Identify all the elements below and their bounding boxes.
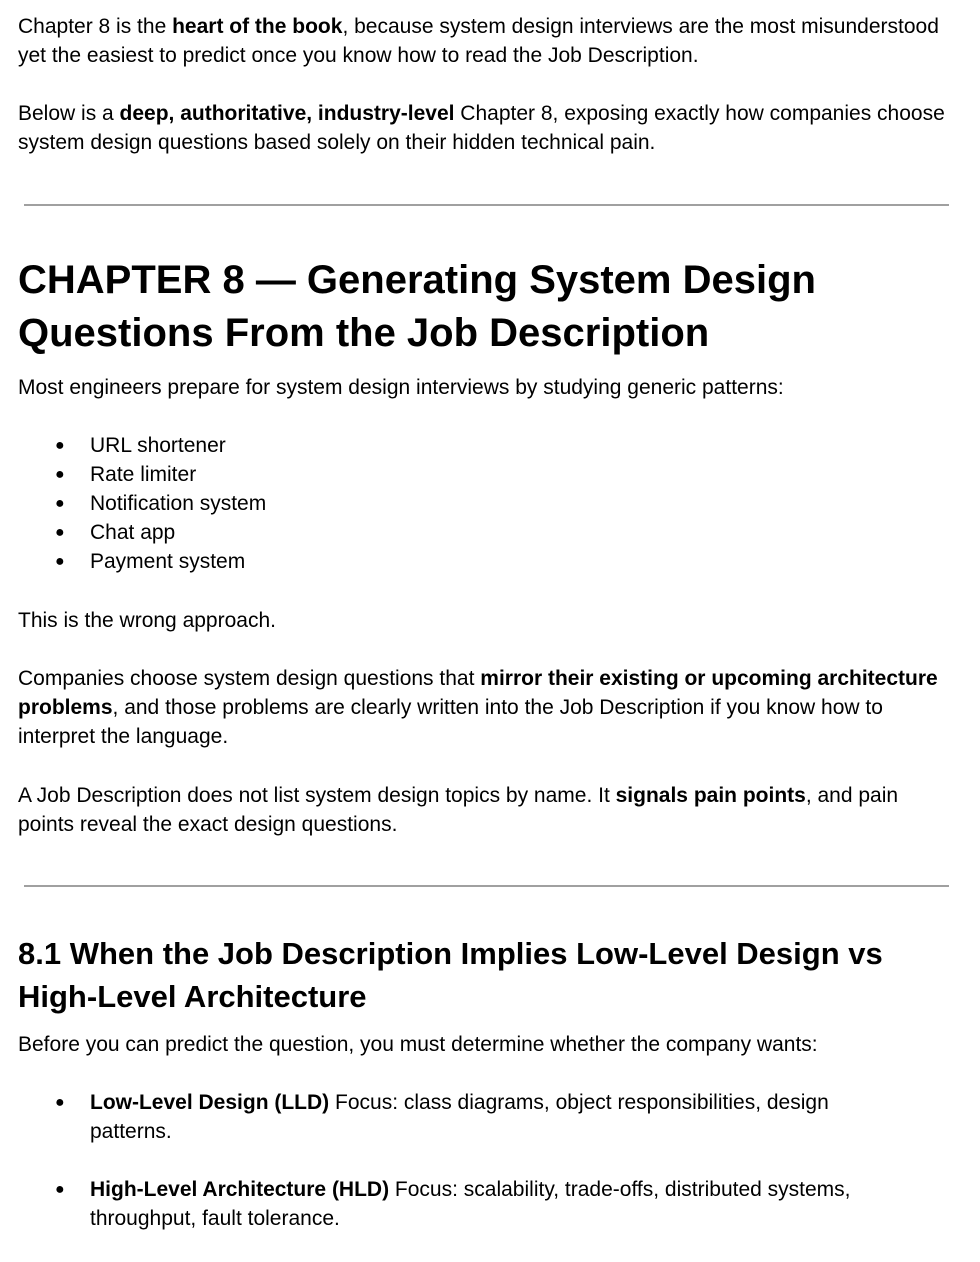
intro-paragraph-2 [18, 99, 958, 157]
bullet-icon: ● [55, 553, 65, 570]
list-item-lld [0, 1088, 910, 1146]
section-title-line-2: High-Level Architecture [18, 979, 367, 1014]
chapter-title [18, 254, 958, 360]
section-8-1-title [18, 932, 958, 1018]
bold-run: Low-Level Design (LLD) [90, 1091, 330, 1114]
list-item-text: URL shortener [90, 434, 226, 457]
bullet-icon: ● [55, 1181, 65, 1198]
design-types-list [0, 1088, 910, 1262]
companies-paragraph [18, 664, 958, 751]
section-title-line-1: 8.1 When the Job Description Implies Low-Level Design vs [18, 936, 883, 971]
bold-run: High-Level Architecture (HLD) [90, 1178, 390, 1201]
list-item-text: Notification system [90, 492, 267, 515]
bullet-icon: ● [55, 1094, 65, 1111]
text-run: Chapter 8 is the [18, 15, 173, 38]
text-run: , and pain points reveal the exact design questions. [18, 784, 899, 836]
list-item [0, 460, 910, 489]
generic-patterns-list [0, 431, 910, 576]
bold-run: mirror their existing or upcoming architecture problems [18, 667, 938, 719]
text-run: , because system design interviews are the most misunderstood yet the easiest to predict once you know how to read the Job Description. [18, 15, 939, 67]
chapter-lead-paragraph: Most engineers prepare for system design interviews by studying generic patterns: [18, 376, 784, 399]
bullet-icon: ● [55, 495, 65, 512]
bullet-icon: ● [55, 466, 65, 483]
chapter-title-line-1: CHAPTER 8 — Generating System Design [18, 258, 816, 302]
bold-run: signals pain points [615, 784, 806, 807]
horizontal-rule [24, 204, 949, 206]
text-run: Chapter 8, exposing exactly how companies choose system design questions based solely on their hidden technical pain. [18, 102, 945, 154]
list-item-text: Chat app [90, 521, 176, 544]
list-item [0, 518, 910, 547]
list-item [0, 547, 910, 576]
list-item [0, 489, 910, 518]
text-run: Below is a [18, 102, 120, 125]
wrong-approach-paragraph: This is the wrong approach. [18, 609, 276, 632]
list-item-text: Rate limiter [90, 463, 197, 486]
text-run: A Job Description does not list system design topics by name. It [18, 784, 616, 807]
chapter-title-line-2: Questions From the Job Description [18, 311, 710, 355]
signals-paragraph [18, 781, 958, 839]
list-item-text: Focus: class diagrams, object responsibilities, design patterns. [90, 1091, 829, 1143]
bullet-icon: ● [55, 437, 65, 454]
horizontal-rule [24, 885, 949, 887]
list-item-hld [0, 1175, 910, 1233]
intro-paragraph-1 [18, 12, 958, 70]
list-item-text: Payment system [90, 550, 246, 573]
list-item-text: Focus: scalability, trade-offs, distributed systems, throughput, fault tolerance. [90, 1178, 851, 1230]
text-run: Companies choose system design questions that [18, 667, 481, 690]
section-lead-paragraph: Before you can predict the question, you must determine whether the company wants: [18, 1033, 818, 1056]
bold-run: heart of the book [172, 15, 343, 38]
bullet-icon: ● [55, 524, 65, 541]
list-item [0, 431, 910, 460]
bold-run: deep, authoritative, industry-level [119, 102, 455, 125]
text-run: , and those problems are clearly written into the Job Description if you know how to interpret the language. [18, 696, 883, 748]
